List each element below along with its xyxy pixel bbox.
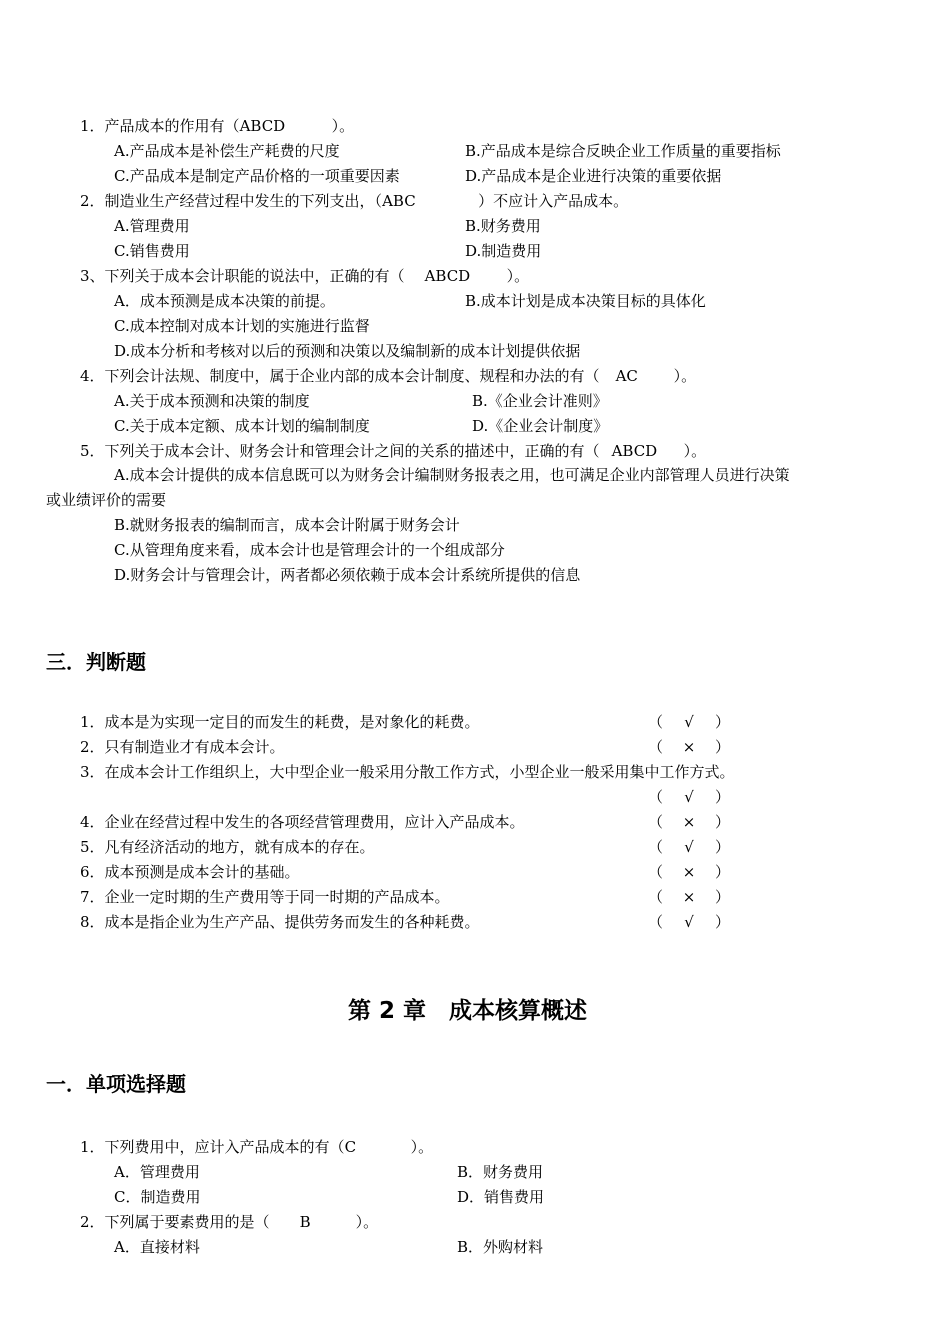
open-bracket: （ xyxy=(648,863,664,881)
check-mark: √ xyxy=(684,913,694,931)
judge-item xyxy=(80,712,480,732)
statement-text: 成本是指企业为生产产品、提供劳务而发生的各种耗费。 xyxy=(104,913,480,931)
section-heading-judge: 三．判断题 xyxy=(46,650,146,674)
option-a: A．管理费用 xyxy=(114,1163,200,1181)
judge-item xyxy=(80,912,480,932)
close-bracket: ） xyxy=(715,838,731,856)
option-b: B.产品成本是综合反映企业工作质量的重要指标 xyxy=(465,142,781,160)
option-c: C．制造费用 xyxy=(114,1188,201,1206)
question-number: 1． xyxy=(80,713,105,731)
question-number: 2． xyxy=(80,1213,105,1231)
judge-item xyxy=(80,737,285,757)
close-bracket: ） xyxy=(715,738,731,756)
question-number: 7． xyxy=(80,888,105,906)
question-number: 5． xyxy=(80,442,105,460)
statement-text: 在成本会计工作组织上，大中型企业一般采用分散工作方式，小型企业一般采用集中工作方式。 xyxy=(104,763,735,781)
check-mark: √ xyxy=(684,788,694,806)
statement-text: 凡有经济活动的地方，就有成本的存在。 xyxy=(104,838,375,856)
judge-item xyxy=(80,862,300,882)
close-bracket: ） xyxy=(715,813,731,831)
open-bracket: （ xyxy=(648,788,664,806)
question-1 xyxy=(80,116,354,136)
question-text: 制造业生产经营过程中发生的下列支出，（ xyxy=(104,192,383,210)
question-text-end: ）。 xyxy=(410,1138,434,1156)
answer: ABCD xyxy=(239,117,286,135)
question-number: 2． xyxy=(80,738,105,756)
open-bracket: （ xyxy=(648,713,664,731)
question-number: 5． xyxy=(80,838,105,856)
close-bracket: ） xyxy=(715,713,731,731)
judge-item xyxy=(80,887,450,907)
question-text-end: ）。 xyxy=(331,117,355,135)
check-mark: √ xyxy=(684,838,694,856)
question-4 xyxy=(80,366,696,386)
question-text-end: ）。 xyxy=(506,267,530,285)
question-text: 下列关于成本会计、财务会计和管理会计之间的关系的描述中，正确的有（ xyxy=(104,442,600,460)
question-text: 下列费用中，应计入产品成本的有（ xyxy=(104,1138,345,1156)
close-bracket: ） xyxy=(715,913,731,931)
chapter-title: 第 2 章 成本核算概述 xyxy=(348,998,588,1024)
open-bracket: （ xyxy=(648,838,664,856)
answer: ABC xyxy=(382,192,416,210)
check-mark: √ xyxy=(684,713,694,731)
option-b: B.财务费用 xyxy=(465,217,541,235)
statement-text: 只有制造业才有成本会计。 xyxy=(104,738,285,756)
close-bracket: ） xyxy=(715,863,731,881)
answer: ABCD xyxy=(424,267,471,285)
answer-bracket xyxy=(648,887,730,907)
question-number: 8． xyxy=(80,913,105,931)
answer-bracket xyxy=(648,862,730,882)
option-a: A．直接材料 xyxy=(114,1238,200,1256)
option-b: B.就财务报表的编制而言，成本会计附属于财务会计 xyxy=(114,516,460,534)
option-c: C.产品成本是制定产品价格的一项重要因素 xyxy=(114,167,400,185)
cross-mark: × xyxy=(682,813,696,831)
question-5 xyxy=(80,441,706,461)
option-b: B．财务费用 xyxy=(457,1163,544,1181)
cross-mark: × xyxy=(682,888,696,906)
answer-bracket xyxy=(648,837,730,857)
option-b: B.《企业会计准则》 xyxy=(472,392,608,410)
answer: ABCD xyxy=(611,442,658,460)
option-a: A．成本预测是成本决策的前提。 xyxy=(114,292,335,310)
open-bracket: （ xyxy=(648,913,664,931)
judge-item xyxy=(80,762,735,782)
option-c: C.从管理角度来看，成本会计也是管理会计的一个组成部分 xyxy=(114,541,505,559)
answer-bracket xyxy=(648,812,730,832)
option-c: C.关于成本定额、成本计划的编制制度 xyxy=(114,417,370,435)
cross-mark: × xyxy=(682,863,696,881)
answer-bracket xyxy=(648,712,730,732)
question-text: 下列关于成本会计职能的说法中，正确的有（ xyxy=(104,267,405,285)
question-text: 下列属于要素费用的是（ xyxy=(104,1213,270,1231)
statement-text: 成本是为实现一定目的而发生的耗费，是对象化的耗费。 xyxy=(104,713,480,731)
question-number: 1． xyxy=(80,117,105,135)
statement-text: 成本预测是成本会计的基础。 xyxy=(104,863,300,881)
question-3 xyxy=(80,266,529,286)
statement-text: 企业在经营过程中发生的各项经营管理费用，应计入产品成本。 xyxy=(104,813,525,831)
question-text-end: ）不应计入产品成本。 xyxy=(478,192,629,210)
question-1 xyxy=(80,1137,433,1157)
answer: B xyxy=(299,1213,311,1231)
option-a: A.产品成本是补偿生产耗费的尺度 xyxy=(114,142,340,160)
option-a: A.成本会计提供的成本信息既可以为财务会计编制财务报表之用，也可满足企业内部管理人员进行决策 xyxy=(114,466,790,484)
question-number: 2． xyxy=(80,192,105,210)
cross-mark: × xyxy=(682,738,696,756)
section-heading-single-choice: 一．单项选择题 xyxy=(46,1072,186,1096)
option-c: C.销售费用 xyxy=(114,242,190,260)
question-number: 6． xyxy=(80,863,105,881)
close-bracket: ） xyxy=(715,788,731,806)
option-d: D．销售费用 xyxy=(457,1188,545,1206)
close-bracket: ） xyxy=(715,888,731,906)
option-a: A.关于成本预测和决策的制度 xyxy=(114,392,310,410)
question-number: 3． xyxy=(80,763,105,781)
judge-item xyxy=(80,812,525,832)
question-text-end: ）。 xyxy=(683,442,707,460)
question-text-end: ）。 xyxy=(355,1213,379,1231)
answer: AC xyxy=(615,367,638,385)
option-d: D.《企业会计制度》 xyxy=(472,417,609,435)
question-text-end: ）。 xyxy=(673,367,697,385)
question-text: 下列会计法规、制度中，属于企业内部的成本会计制度、规程和办法的有（ xyxy=(104,367,600,385)
open-bracket: （ xyxy=(648,738,664,756)
question-2 xyxy=(80,1212,378,1232)
question-text: 产品成本的作用有（ xyxy=(104,117,240,135)
option-a: A.管理费用 xyxy=(114,217,190,235)
option-c: C.成本控制对成本计划的实施进行监督 xyxy=(114,317,370,335)
question-number: 4． xyxy=(80,367,105,385)
option-a-continued: 或业绩评价的需要 xyxy=(46,491,167,509)
judge-item xyxy=(80,837,375,857)
answer-bracket xyxy=(648,912,730,932)
question-number: 3、 xyxy=(80,267,105,285)
question-number: 4． xyxy=(80,813,105,831)
option-d: D.成本分析和考核对以后的预测和决策以及编制新的成本计划提供依据 xyxy=(114,342,581,360)
option-d: D.制造费用 xyxy=(465,242,542,260)
statement-text: 企业一定时期的生产费用等于同一时期的产品成本。 xyxy=(104,888,450,906)
option-d: D.财务会计与管理会计，两者都必须依赖于成本会计系统所提供的信息 xyxy=(114,566,581,584)
question-number: 1． xyxy=(80,1138,105,1156)
answer-bracket xyxy=(648,737,730,757)
open-bracket: （ xyxy=(648,888,664,906)
open-bracket: （ xyxy=(648,813,664,831)
answer-bracket xyxy=(648,787,730,807)
answer: C xyxy=(344,1138,357,1156)
question-2 xyxy=(80,191,628,211)
option-b: B.成本计划是成本决策目标的具体化 xyxy=(465,292,706,310)
option-b: B．外购材料 xyxy=(457,1238,544,1256)
option-d: D.产品成本是企业进行决策的重要依据 xyxy=(465,167,722,185)
